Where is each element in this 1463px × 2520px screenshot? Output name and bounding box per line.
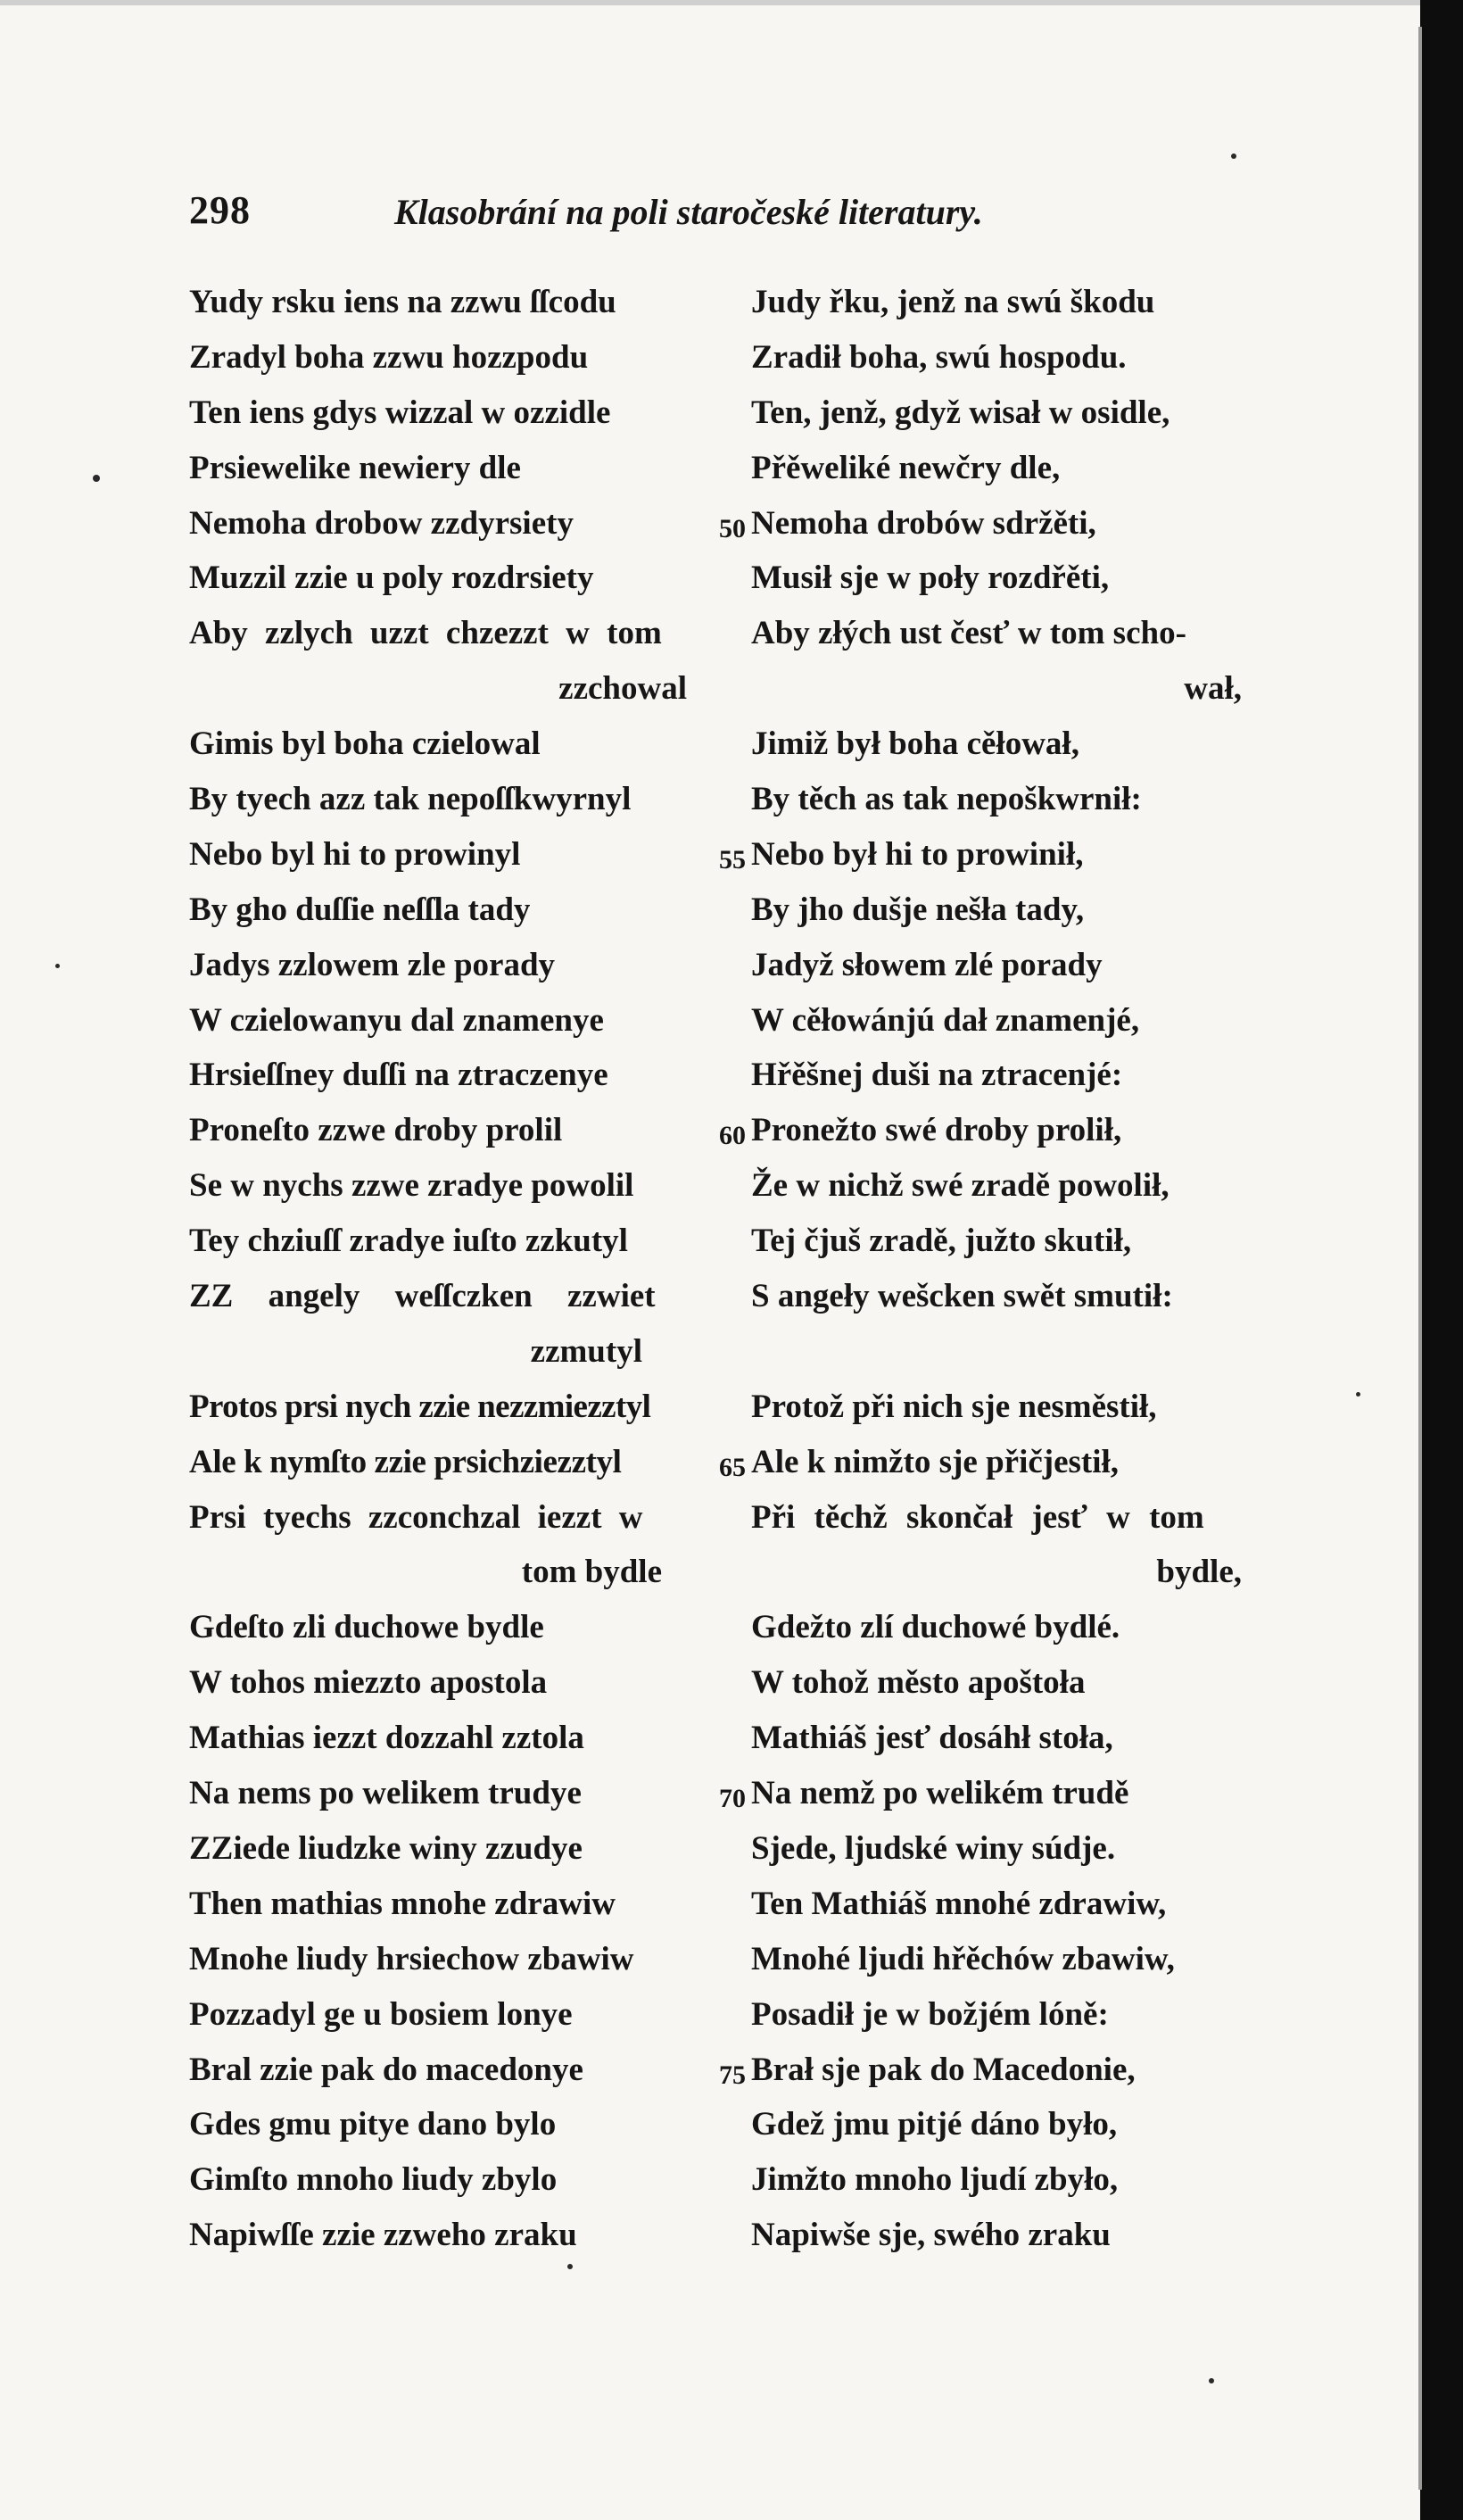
verse-number-gutter <box>703 275 746 2097</box>
verse-line: Muzzil zzie u poly rozdrsiety <box>189 560 594 597</box>
running-title: Klasobrání na poli staročeské literatury. <box>394 192 983 232</box>
verse-line: Prsiewelike newiery dle <box>189 449 521 486</box>
scan-speck <box>1231 153 1236 159</box>
verse-line: Mathias iezzt dozzahl zztola <box>189 1720 584 1757</box>
verse-line-continuation: bydle, <box>1156 1554 1242 1591</box>
scan-speck <box>567 2264 573 2269</box>
verse-line: Jimžto mnoho ljudí zbyło, <box>751 2161 1119 2199</box>
verse-number: 60 <box>719 1121 746 1151</box>
verse-line: Pozzadyl ge u bosiem lonye <box>189 1995 573 2033</box>
verse-line: Zradyl boha zzwu hozzpodu <box>189 338 589 376</box>
verse-line: By jho dušje nešła tady, <box>751 891 1085 928</box>
scan-speck <box>55 964 60 968</box>
verse-line: Hrsieſſney duſſi na ztraczenye <box>189 1057 608 1094</box>
verse-line: Ale k nimžto sje přičjestił, <box>751 1443 1120 1480</box>
verse-line: Na nemž po welikém trudě <box>751 1775 1129 1812</box>
verse-line: Mnohé ljudi hřěchów zbawiw, <box>751 1940 1175 1977</box>
verse-line: Sjede, ljudské winy súdje. <box>751 1829 1116 1867</box>
verse-line: Gdeſto zli duchowe bydle <box>189 1609 544 1646</box>
verse-line: W tohož město apoštoła <box>751 1664 1086 1702</box>
verse-number: 65 <box>719 1452 746 1482</box>
verse-line-continuation: zzchowal <box>558 670 687 708</box>
verse-line: W tohos miezzto apostola <box>189 1664 548 1702</box>
verse-line: Aby złých ust česť w tom scho- <box>751 615 1186 652</box>
verse-line-blank <box>751 1324 1286 1380</box>
verse-line: ZZiede liudzke winy zzudye <box>189 1829 583 1867</box>
verse-line: Tej čjuš zradě, južto skutił, <box>751 1223 1132 1260</box>
verse-line: Proneſto zzwe droby prolil <box>189 1112 563 1149</box>
verse-line: Napiwše sje, swého zraku <box>751 2217 1111 2254</box>
verse-line: Tey chziuſſ zradye iuſto zzkutyl <box>189 1223 628 1260</box>
verse-number: 75 <box>719 2060 746 2090</box>
verse-line-continuation: tom bydle <box>521 1554 662 1591</box>
verse-line: Že w nichž swé zradě powolił, <box>751 1167 1170 1205</box>
verse-line: Ten, jenž, gdyž wisał w osidle, <box>751 394 1170 431</box>
verse-number: 50 <box>719 513 746 543</box>
scan-speck <box>1209 2378 1214 2383</box>
transcription-column <box>751 275 1286 2263</box>
page-header <box>189 187 1081 241</box>
scan-right-border <box>1420 0 1463 2520</box>
page-number: 298 <box>189 188 251 232</box>
verse-line: Mathiáš jesť dosáhł stoła, <box>751 1720 1113 1757</box>
verse-line: Prsi tyechs zzconchzal iezzt w <box>189 1498 643 1536</box>
verse-line: Se w nychs zzwe zradye powolil <box>189 1167 634 1205</box>
verse-line: Napiwſſe zzie zzweho zraku <box>189 2217 577 2254</box>
verse-line: Aby zzlych uzzt chzezzt w tom <box>189 615 662 652</box>
verse-line: Gdežto zlí duchowé bydlé. <box>751 1609 1120 1646</box>
verse-line: Zradił boha, swú hospodu. <box>751 338 1127 376</box>
verse-line: By gho duſſie neſſla tady <box>189 891 531 928</box>
verse-number: 70 <box>719 1784 746 1814</box>
verse-line: Hřěšnej duši na ztracenjé: <box>751 1057 1123 1094</box>
page-top-edge <box>0 0 1420 5</box>
verse-number: 55 <box>719 844 746 875</box>
verse-line: Yudy rsku iens na zzwu ſſcodu <box>189 284 616 320</box>
verse-line: By těch as tak nepoškwrnił: <box>751 781 1142 818</box>
verse-line: Nebo był hi to prowinił, <box>751 835 1084 873</box>
verse-line: Musił sje w połу rozdřěti, <box>751 560 1110 597</box>
verse-line: Přěweliké newčry dle, <box>751 449 1061 486</box>
verse-line: Mnohe liudy hrsiechow zbawiw <box>189 1940 634 1977</box>
verse-line: Ten iens gdys wizzal w ozzidle <box>189 394 611 431</box>
verse-line: By tyech azz tak nepoſſkwyrnyl <box>189 781 632 818</box>
verse-line: Jimiž był boha cěłował, <box>751 725 1079 763</box>
scan-speck <box>1356 1392 1360 1397</box>
verse-line: ZZ angely weſſczken zzwiet <box>189 1278 656 1315</box>
verse-line: Bral zzie pak do macedonye <box>189 2051 583 2088</box>
verse-line: Pronežto swé droby prolił, <box>751 1112 1122 1149</box>
verse-line: Jadys zzlowem zle porady <box>189 946 556 983</box>
verse-line: Then mathias mnohe zdrawiw <box>189 1885 616 1922</box>
verse-line: W cěłowánjú dał znamenjé, <box>751 1001 1140 1039</box>
verse-line: Gimſto mnoho liudy zbylo <box>189 2161 558 2199</box>
verse-line: S angeły wešcken swět smutił: <box>751 1278 1173 1315</box>
verse-line: Ale k nymſto zzie prsichziezztyl <box>189 1443 622 1480</box>
verse-line: Posadił je w božjém lóně: <box>751 1995 1109 2033</box>
verse-line: Nebo byl hi to prowinyl <box>189 835 521 873</box>
verse-line: Gimis byl boha czielowal <box>189 725 541 763</box>
verse-line: Nemoha drobów sdržěti, <box>751 504 1096 542</box>
verse-line: Jadyž słowem zlé porady <box>751 946 1103 983</box>
verse-line: Protož při nich sje nesměstił, <box>751 1388 1157 1425</box>
original-text-column <box>189 275 724 2263</box>
verse-line: Na nems po welikem trudye <box>189 1775 582 1812</box>
verse-line-continuation: wał, <box>1184 670 1242 708</box>
verse-line: Ten Mathiáš mnohé zdrawiw, <box>751 1885 1167 1922</box>
verse-line: Při těchž skončał jesť w tom <box>751 1498 1204 1536</box>
page-edge-shadow <box>1418 27 1422 2490</box>
verse-line: Gdes gmu pitye dano bylo <box>189 2106 557 2143</box>
verse-line: Gdež jmu pitjé dáno było, <box>751 2106 1118 2143</box>
verse-line: W czielowanyu dal znamenye <box>189 1001 604 1039</box>
verse-line: Nemoha drobow zzdyrsiety <box>189 504 574 542</box>
verse-line-continuation: zzmutyl <box>530 1332 642 1370</box>
verse-line: Judy řku, jenž na swú škodu <box>751 284 1155 320</box>
verse-line: Protos prsi nych zzie nezzmiezztyl <box>189 1388 651 1425</box>
verse-line: Brał sje pak do Macedonie, <box>751 2051 1136 2088</box>
scan-speck <box>93 475 100 482</box>
